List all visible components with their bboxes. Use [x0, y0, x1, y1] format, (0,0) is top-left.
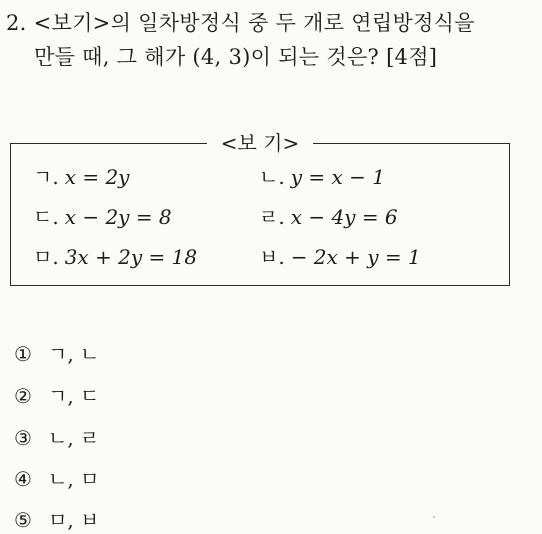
bogi-item-digeut	[33, 204, 172, 230]
choice-text: ㄱ, ㄷ	[48, 384, 100, 408]
question-line-2: 만들 때, 그 해가 (4, 3)이 되는 것은? [4점]	[34, 45, 438, 69]
choice-5[interactable]	[14, 506, 99, 534]
choice-number: ④	[14, 467, 32, 491]
choice-1[interactable]	[14, 340, 99, 368]
choice-2[interactable]	[14, 382, 99, 410]
choice-number: ③	[14, 426, 32, 450]
bogi-item-equation: y = x − 1	[290, 165, 385, 189]
choice-number: ②	[14, 384, 32, 408]
bogi-item-bieup	[259, 244, 421, 270]
bogi-item-mieum	[33, 244, 197, 270]
bogi-item-equation: x = 2y	[64, 165, 130, 189]
bogi-item-equation: x − 4y = 6	[290, 205, 398, 229]
bogi-item-mark: ㄷ.	[33, 205, 59, 229]
choice-4[interactable]	[14, 465, 99, 493]
bogi-item-equation: 3x + 2y = 18	[64, 245, 198, 269]
bogi-item-rieul	[259, 204, 398, 230]
bogi-item-mark: ㅂ.	[259, 245, 285, 269]
question-line-1: 2. <보기>의 일차방정식 중 두 개로 연립방정식을	[6, 11, 475, 35]
choice-text: ㄴ, ㅁ	[48, 467, 100, 491]
choice-number: ⑤	[14, 508, 32, 532]
bogi-item-giyeok	[33, 164, 129, 190]
scan-speck	[433, 516, 435, 518]
question-text	[6, 6, 536, 74]
choice-text: ㄱ, ㄴ	[48, 342, 100, 366]
bogi-item-mark: ㄱ.	[33, 165, 59, 189]
bogi-item-mark: ㄴ.	[259, 165, 285, 189]
bogi-item-mark: ㅁ.	[33, 245, 59, 269]
bogi-item-equation: − 2x + y = 1	[290, 245, 421, 269]
bogi-box	[10, 131, 510, 286]
choice-number: ①	[14, 342, 32, 366]
choice-text: ㄴ, ㄹ	[48, 426, 100, 450]
bogi-item-equation: x − 2y = 8	[64, 205, 172, 229]
choice-3[interactable]	[14, 424, 99, 452]
bogi-item-mark: ㄹ.	[259, 205, 285, 229]
bogi-title: <보 기>	[11, 131, 509, 155]
bogi-item-nieun	[259, 164, 385, 190]
choice-text: ㅁ, ㅂ	[48, 508, 100, 532]
